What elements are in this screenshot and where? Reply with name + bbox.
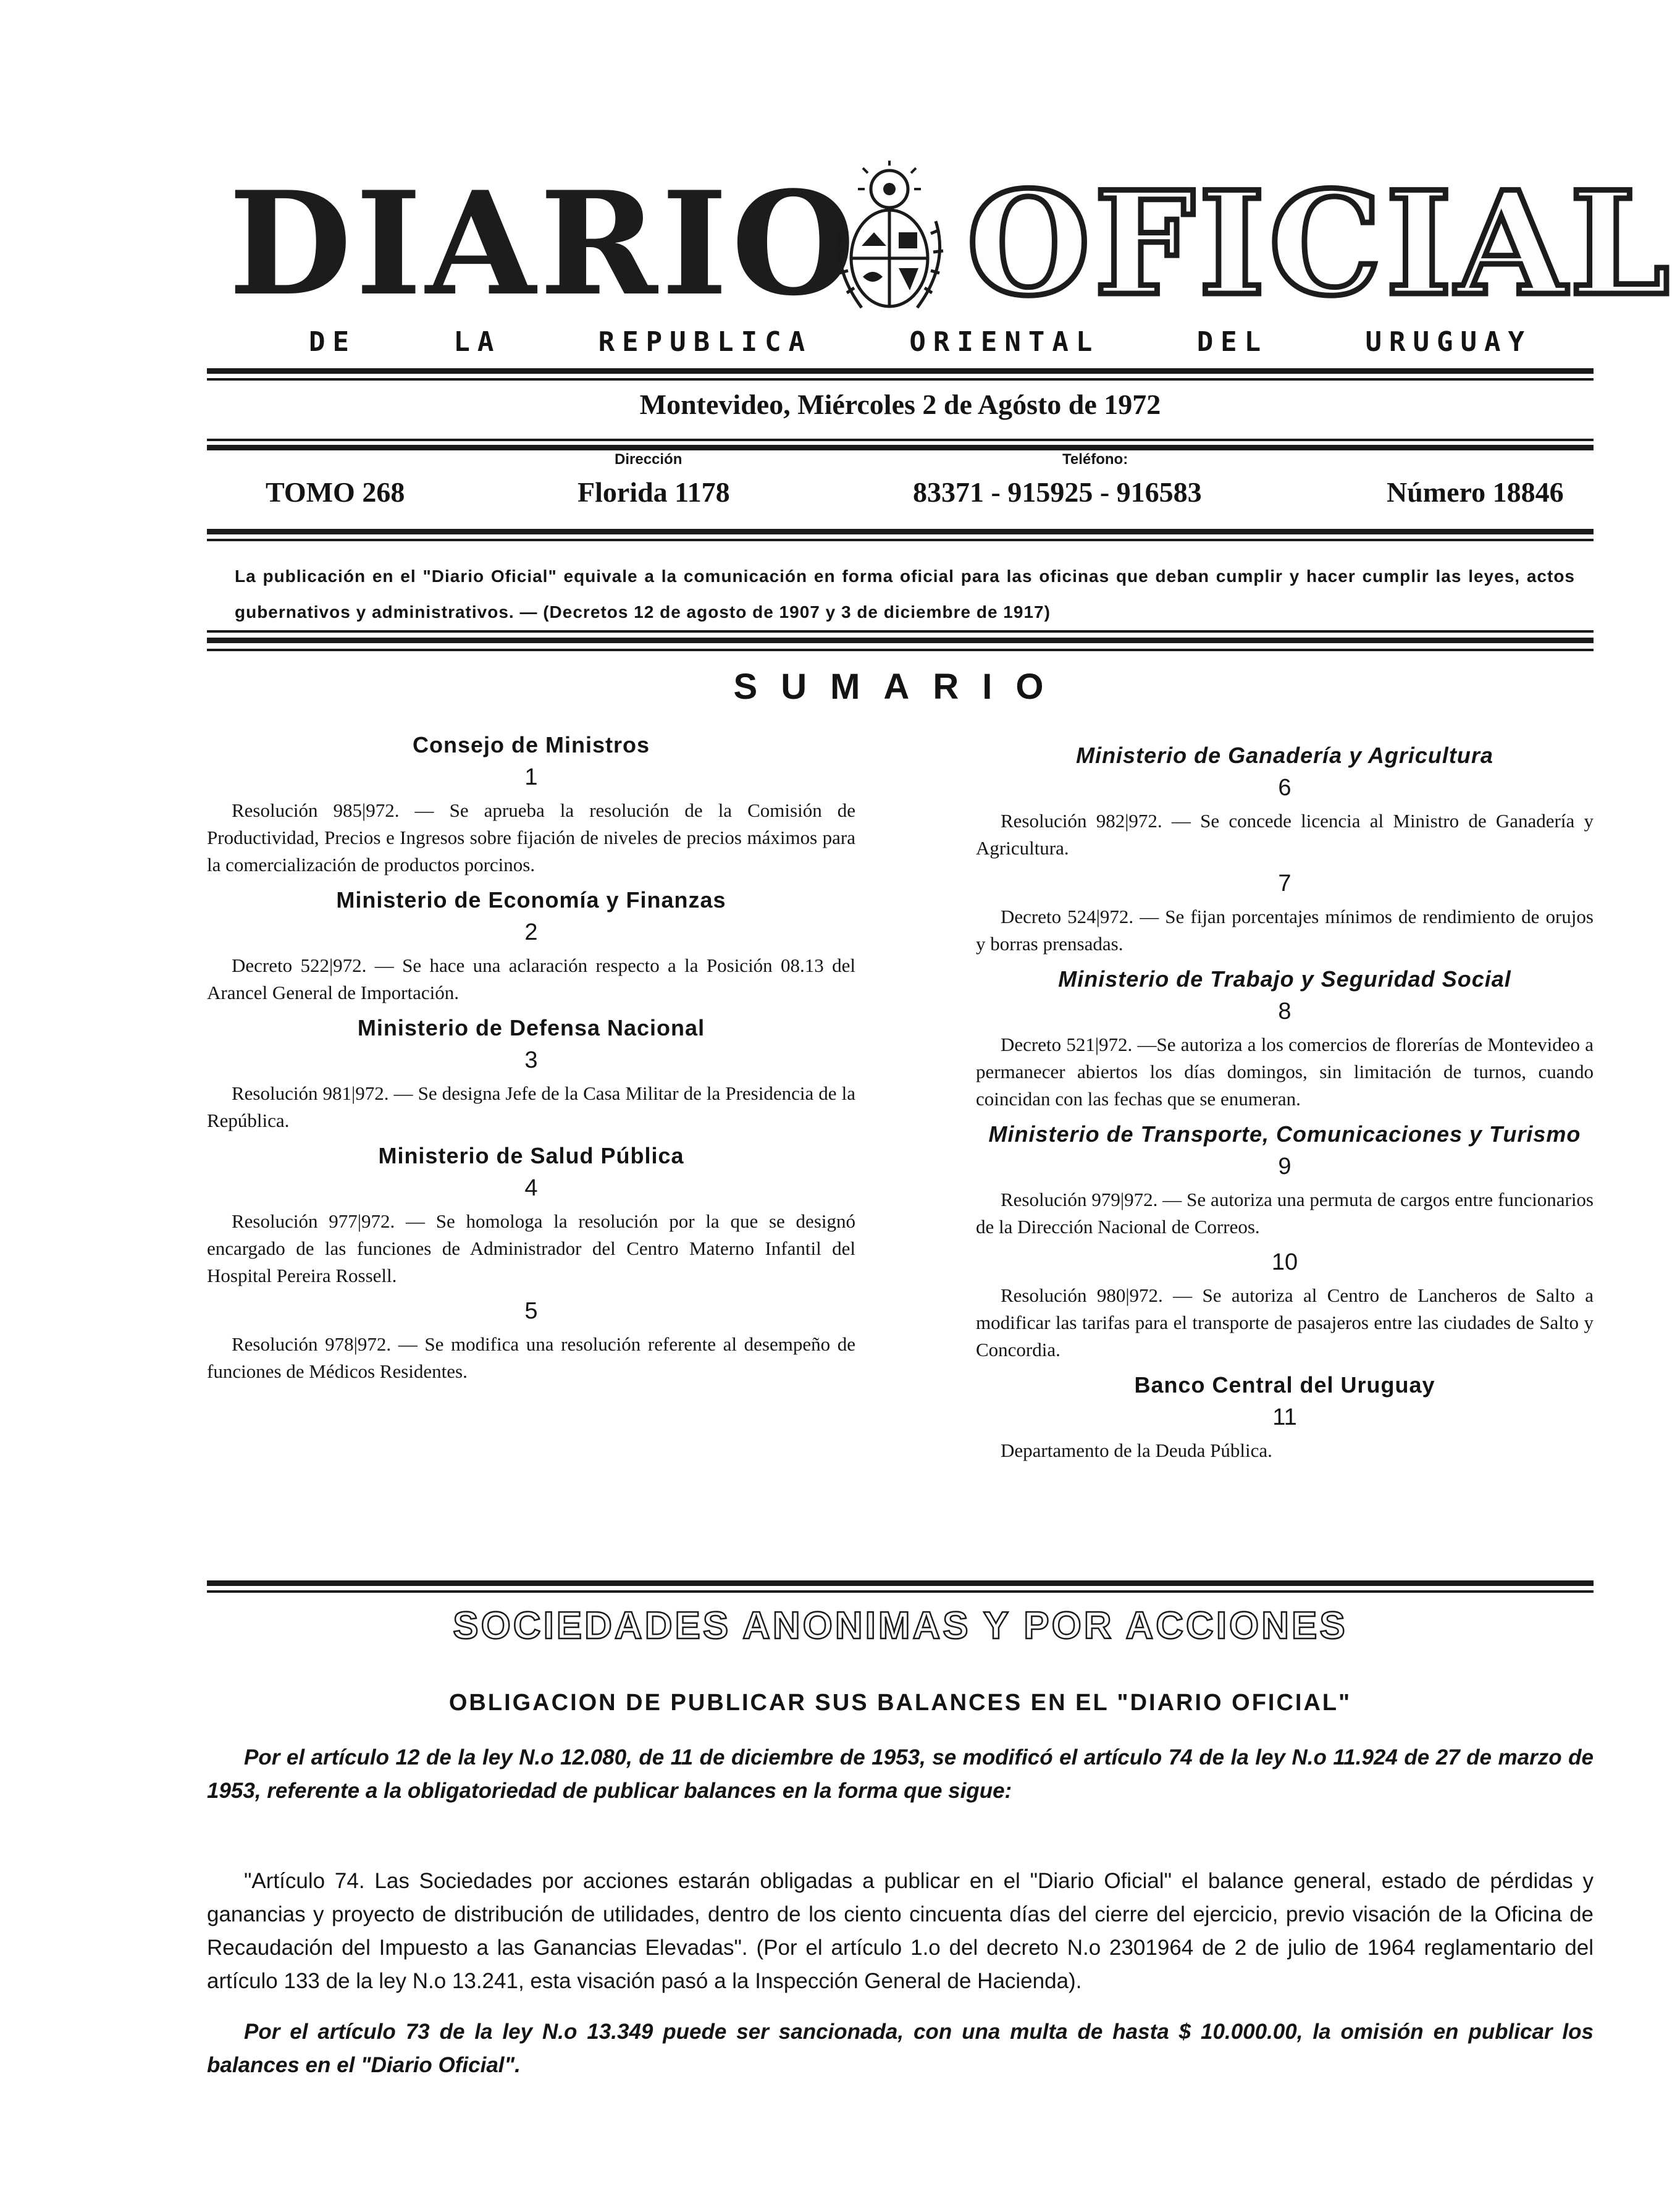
sumario-entry (976, 1031, 1594, 1113)
entry-text: Departamento de la Deuda Pública. (1001, 1440, 1272, 1461)
sumario-entry (976, 1282, 1594, 1364)
divider (207, 439, 1594, 441)
telefono-value: 83371 - 915925 - 916583 (913, 476, 1202, 508)
divider (207, 630, 1594, 633)
direccion-value: Florida 1178 (578, 476, 730, 508)
sumario-right-column (976, 743, 1594, 1473)
entry-text: — Se homologa la resolución por la que se designó encargado de las funciones de Administrador del Centro Materno Infantil del Hospital Pereira Rossell. (207, 1210, 855, 1286)
sumario-entry (207, 797, 855, 879)
divider (207, 649, 1594, 651)
sumario-section (976, 1121, 1594, 1241)
sumario-section (207, 1015, 855, 1134)
sumario-entry (976, 808, 1594, 862)
sumario-entry (207, 1080, 855, 1134)
sumario-entry (976, 1186, 1594, 1241)
section-heading: Ministerio de Transporte, Comunicaciones y Turismo (988, 1121, 1581, 1147)
entry-ref: Resolución 985|972. (232, 799, 400, 821)
entry-ref: Decreto 521|972. (1001, 1034, 1133, 1055)
entry-ref: Resolución 982|972. (1001, 810, 1162, 832)
entry-text: — Se autoriza una permuta de cargos entre funcionarios de la Dirección Nacional de Correos. (976, 1189, 1594, 1238)
entry-text: —Se autoriza a los comercios de florerías de Montevideo a permanecer abiertos los días domingos, sin limitación de turnos, cuando coincidan con las fechas que se enumeran. (976, 1034, 1594, 1110)
section-heading: Consejo de Ministros (412, 732, 650, 757)
section-number: 6 (1278, 775, 1292, 801)
masthead-title-right: OFICIAL (967, 161, 1674, 327)
sumario-heading: SUMARIO (733, 667, 1067, 707)
section-heading: Ministerio de Defensa Nacional (357, 1015, 705, 1040)
entry-text: — Se concede licencia al Ministro de Ganadería y Agricultura. (976, 810, 1594, 859)
subtitle-word: ORIENTAL (909, 326, 1100, 358)
section-number: 3 (524, 1047, 538, 1073)
sumario-section (976, 1249, 1594, 1364)
dateline: Montevideo, Miércoles 2 de Agósto de 1972 (639, 389, 1161, 420)
divider (207, 1580, 1594, 1586)
entry-text: — Se hace una aclaración respecto a la Posición 08.13 del Arancel General de Importación. (207, 955, 856, 1003)
section-number: 5 (524, 1298, 538, 1324)
section-heading: Ministerio de Salud Pública (378, 1143, 684, 1168)
section-number: 7 (1278, 871, 1292, 896)
divider (207, 368, 1594, 374)
divider (207, 378, 1594, 381)
telefono-label: Teléfono: (1062, 451, 1128, 468)
masthead-subtitle (309, 326, 1532, 358)
subtitle-word: DE (309, 326, 356, 358)
entry-ref: Resolución 981|972. (232, 1082, 389, 1104)
entry-text: — Se autoriza al Centro de Lancheros de Salto a modificar las tarifas para el transporte de pasajeros entre las ciudades de Salto y Concordia. (976, 1284, 1594, 1360)
subtitle-word: LA (453, 326, 502, 358)
section-number: 4 (524, 1175, 538, 1201)
section-heading: Ministerio de Ganadería y Agricultura (1076, 743, 1493, 768)
section-number: 2 (524, 919, 538, 945)
entry-ref: Decreto 524|972. (1001, 906, 1134, 927)
legal-notice: La publicación en el "Diario Oficial" equivale a la comunicación en forma oficial para las oficinas que deban cumplir y hacer cumplir las leyes, actos gubernativos y administrativos. — (Decretos 12 de agosto de 1907 y 3 de diciembre de 1917) (235, 567, 1575, 622)
tomo-value: TOMO 268 (266, 476, 405, 508)
sumario-entry (207, 1331, 855, 1385)
subtitle-word: REPUBLICA (598, 326, 813, 358)
sumario-section (976, 743, 1594, 862)
sociedades-paragraph-2: "Artículo 74. Las Sociedades por acciones estarán obligadas a publicar en el "Diario Oficial" el balance general, estado de pérdidas y ganancias y proyecto de distribución de utilidades, dentro de los ciento cincuenta días del cierre del ejercicio, previo visación de la Oficina de Recaudación del Impuesto a las Ganancias Elevadas". (Por el artículo 1.o del decreto N.o 2301964 de 2 de julio de 1964 reglamentario del artículo 133 de la ley N.o 13.241, esta visación pasó a la Inspección General de Hacienda). (207, 1869, 1594, 1993)
sumario-section (207, 1143, 855, 1289)
section-heading: Ministerio de Economía y Finanzas (336, 887, 726, 913)
entry-ref: Resolución 977|972. (232, 1210, 395, 1232)
subtitle-word: DEL (1196, 326, 1269, 358)
coat-of-arms-seal (825, 159, 954, 320)
masthead-title-left: DIARIO (229, 161, 859, 327)
sociedades-title: SOCIEDADES ANONIMAS Y POR ACCIONES (453, 1605, 1348, 1647)
entry-text: — Se fijan porcentajes mínimos de rendimiento de orujos y borras prensadas. (976, 906, 1594, 955)
section-number: 8 (1278, 998, 1292, 1024)
divider (207, 638, 1594, 643)
entry-ref: Resolución 979|972. (1001, 1189, 1158, 1210)
sumario-section (976, 966, 1594, 1113)
subtitle-word: URUGUAY (1365, 326, 1532, 358)
entry-text: — Se aprueba la resolución de la Comisión de Productividad, Precios e Ingresos sobre fijación de niveles de precios máximos para la comercialización de productos porcinos. (207, 799, 855, 875)
divider (207, 1590, 1594, 1593)
sumario-entry (207, 1208, 855, 1289)
entry-ref: Decreto 522|972. (232, 955, 367, 976)
direccion-label: Dirección (615, 451, 682, 468)
divider (207, 445, 1594, 450)
sumario-entry (207, 952, 855, 1006)
divider (207, 539, 1594, 541)
sumario-left-column (207, 732, 855, 1394)
sociedades-paragraph-3: Por el artículo 73 de la ley N.o 13.349 puede ser sancionada, con una multa de hasta $ 10.000.00, la omisión en publicar los balances en el "Diario Oficial". (207, 2020, 1594, 2077)
section-heading: Ministerio de Trabajo y Seguridad Social (1058, 966, 1511, 992)
section-number: 10 (1271, 1249, 1298, 1275)
entry-ref: Resolución 978|972. (232, 1333, 392, 1355)
section-number: 11 (1272, 1404, 1297, 1430)
section-heading: Banco Central del Uruguay (1134, 1372, 1435, 1398)
sumario-entry (976, 1437, 1594, 1464)
section-number: 9 (1278, 1153, 1292, 1179)
sumario-section (976, 1372, 1594, 1464)
divider (207, 529, 1594, 534)
sumario-entry (976, 903, 1594, 958)
sumario-section (207, 732, 855, 879)
section-number: 1 (524, 764, 538, 790)
entry-text: — Se designa Jefe de la Casa Militar de la Presidencia de la República. (207, 1082, 855, 1131)
entry-text: — Se modifica una resolución referente al desempeño de funciones de Médicos Residentes. (207, 1333, 855, 1382)
sumario-section (976, 871, 1594, 958)
sumario-section (207, 1298, 855, 1385)
sociedades-subtitle: OBLIGACION DE PUBLICAR SUS BALANCES EN EL "DIARIO OFICIAL" (448, 1690, 1352, 1716)
entry-ref: Resolución 980|972. (1001, 1284, 1163, 1306)
sociedades-paragraph-1: Por el artículo 12 de la ley N.o 12.080, de 11 de diciembre de 1953, se modificó el artículo 74 de la ley N.o 11.924 de 27 de marzo de 1953, referente a la obligatoriedad de publicar balances en la forma que sigue: (207, 1745, 1594, 1803)
sumario-section (207, 887, 855, 1006)
numero-value: Número 18846 (1387, 476, 1564, 508)
